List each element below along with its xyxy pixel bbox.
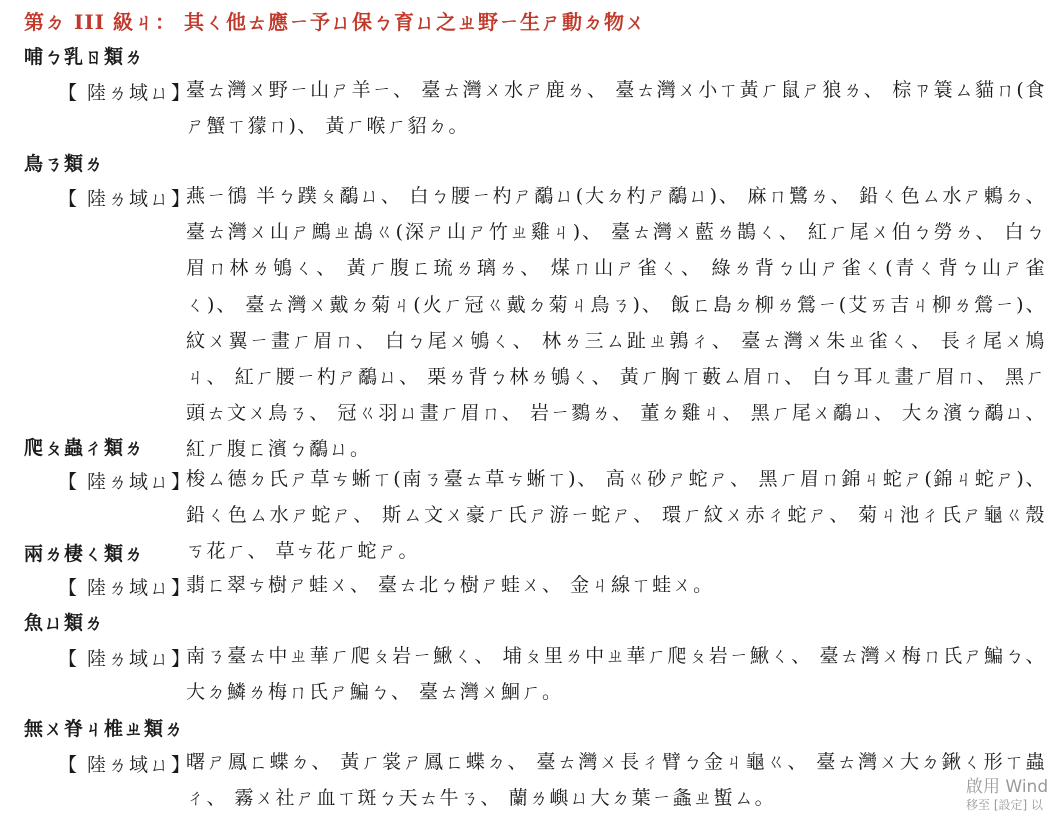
category-heading-amphibians: 兩ㄌ棲ㄑ類ㄌ [24,543,145,565]
species-list-fish: 南ㄋ臺ㄊ中ㄓ華ㄏ爬ㄆ岩ㄧ鰍ㄑ、 埔ㄆ里ㄌ中ㄓ華ㄏ爬ㄆ岩ㄧ鰍ㄑ、 臺ㄊ灣ㄨ梅ㄇ氏ㄕ鯿ㄅ、 大ㄉ鱗ㄌ梅ㄇ氏ㄕ鯿ㄅ、 臺ㄊ灣ㄨ鮰ㄏ。 [186,645,1046,704]
region-label-birds: 【 陸ㄌ域ㄩ】 [58,188,193,210]
region-label-reptiles: 【 陸ㄌ域ㄩ】 [58,471,193,493]
species-list-birds: 燕ㄧ鴴 半ㄅ蹼ㄆ鷸ㄩ、 白ㄅ腰ㄧ杓ㄕ鷸ㄩ(大ㄉ杓ㄕ鷸ㄩ)、 麻ㄇ鷺ㄌ、 鉛ㄑ色ㄙ水ㄕ鶇ㄉ、 臺ㄊ灣ㄨ山ㄕ鷓ㄓ鴣ㄍ(深ㄕ山ㄕ竹ㄓ雞ㄐ)、 臺ㄊ灣ㄨ藍ㄌ鵲ㄑ、 紅ㄏ尾ㄨ伯ㄅ勞ㄌ、 白ㄅ眉ㄇ林ㄌ鴝ㄑ、 黃ㄏ腹ㄈ琉ㄌ璃ㄌ、 煤ㄇ山ㄕ雀ㄑ、 綠ㄌ背ㄅ山ㄕ雀ㄑ(青ㄑ背ㄅ山ㄕ雀ㄑ)、 臺ㄊ灣ㄨ戴ㄉ菊ㄐ(火ㄏ冠ㄍ戴ㄉ菊ㄐ鳥ㄋ)、 飯ㄈ島ㄉ柳ㄌ鶯ㄧ(艾ㄞ吉ㄐ柳ㄌ鶯ㄧ)、 紋ㄨ翼ㄧ畫ㄏ眉ㄇ、 白ㄅ尾ㄨ鴝ㄑ、 林ㄌ三ㄙ趾ㄓ鶉ㄔ、 臺ㄊ灣ㄨ朱ㄓ雀ㄑ、 長ㄔ尾ㄨ鳩ㄐ、 紅ㄏ腰ㄧ杓ㄕ鷸ㄩ、 栗ㄌ背ㄅ林ㄌ鴝ㄑ、 黃ㄏ胸ㄒ藪ㄙ眉ㄇ、 白ㄅ耳ㄦ畫ㄏ眉ㄇ、 黑ㄏ頭ㄊ文ㄨ鳥ㄋ、 冠ㄍ羽ㄩ畫ㄏ眉ㄇ、 岩ㄧ鷚ㄌ、 董ㄉ雞ㄐ、 黑ㄏ尾ㄨ鷸ㄩ、 大ㄉ濱ㄅ鷸ㄩ、 紅ㄏ腹ㄈ濱ㄅ鷸ㄩ。 [186,185,1046,461]
species-list-invertebrates: 曙ㄕ鳳ㄈ蝶ㄉ、 黃ㄏ裳ㄕ鳳ㄈ蝶ㄉ、 臺ㄊ灣ㄨ長ㄔ臂ㄅ金ㄐ龜ㄍ、 臺ㄊ灣ㄨ大ㄉ鍬ㄑ形ㄒ蟲ㄔ、 霧ㄨ社ㄕ血ㄒ斑ㄅ天ㄊ牛ㄋ、 蘭ㄌ嶼ㄩ大ㄉ葉ㄧ螽ㄓ蟴ㄙ。 [186,751,1046,810]
category-heading-invertebrates: 無ㄨ脊ㄐ椎ㄓ類ㄌ [24,718,185,740]
region-label-mammals: 【 陸ㄌ域ㄩ】 [58,82,193,104]
category-heading-birds: 鳥ㄋ類ㄌ [24,153,105,175]
species-list-mammals: 臺ㄊ灣ㄨ野ㄧ山ㄕ羊ㄧ、 臺ㄊ灣ㄨ水ㄕ鹿ㄌ、 臺ㄊ灣ㄨ小ㄒ黃ㄏ鼠ㄕ狼ㄌ、 棕ㄗ簑ㄙ貓ㄇ(食ㄕ蟹ㄒ獴ㄇ)、 黃ㄏ喉ㄏ貂ㄉ。 [186,79,1046,138]
activation-watermark-hint: 移至 [設定] 以 [966,798,1043,812]
species-list-amphibians: 翡ㄈ翠ㄘ樹ㄕ蛙ㄨ、 臺ㄊ北ㄅ樹ㄕ蛙ㄨ、 金ㄐ線ㄒ蛙ㄨ。 [186,574,714,596]
region-label-fish: 【 陸ㄌ域ㄩ】 [58,648,193,670]
activation-watermark-title: 啟用 Wind [966,777,1049,797]
species-list-reptiles: 梭ㄙ德ㄉ氏ㄕ草ㄘ蜥ㄒ(南ㄋ臺ㄊ草ㄘ蜥ㄒ)、 高ㄍ砂ㄕ蛇ㄕ、 黑ㄏ眉ㄇ錦ㄐ蛇ㄕ(錦ㄐ蛇ㄕ)、 鉛ㄑ色ㄙ水ㄕ蛇ㄕ、 斯ㄙ文ㄨ豪ㄏ氏ㄕ游ㄧ蛇ㄕ、 環ㄏ紋ㄨ赤ㄔ蛇ㄕ、 菊ㄐ池ㄔ氏ㄕ龜ㄍ殼ㄎ花ㄏ、 草ㄘ花ㄏ蛇ㄕ。 [186,468,1046,563]
region-label-amphibians: 【 陸ㄌ域ㄩ】 [58,577,193,599]
region-label-invertebrates: 【 陸ㄌ域ㄩ】 [58,754,193,776]
category-heading-fish: 魚ㄩ類ㄌ [24,612,105,634]
category-heading-mammals: 哺ㄅ乳ㄖ類ㄌ [24,46,145,68]
category-heading-reptiles: 爬ㄆ蟲ㄔ類ㄌ [24,437,145,459]
page-title: 第ㄉ III 級ㄐ： 其ㄑ他ㄊ應ㄧ予ㄩ保ㄅ育ㄩ之ㄓ野ㄧ生ㄕ動ㄉ物ㄨ [24,10,646,34]
